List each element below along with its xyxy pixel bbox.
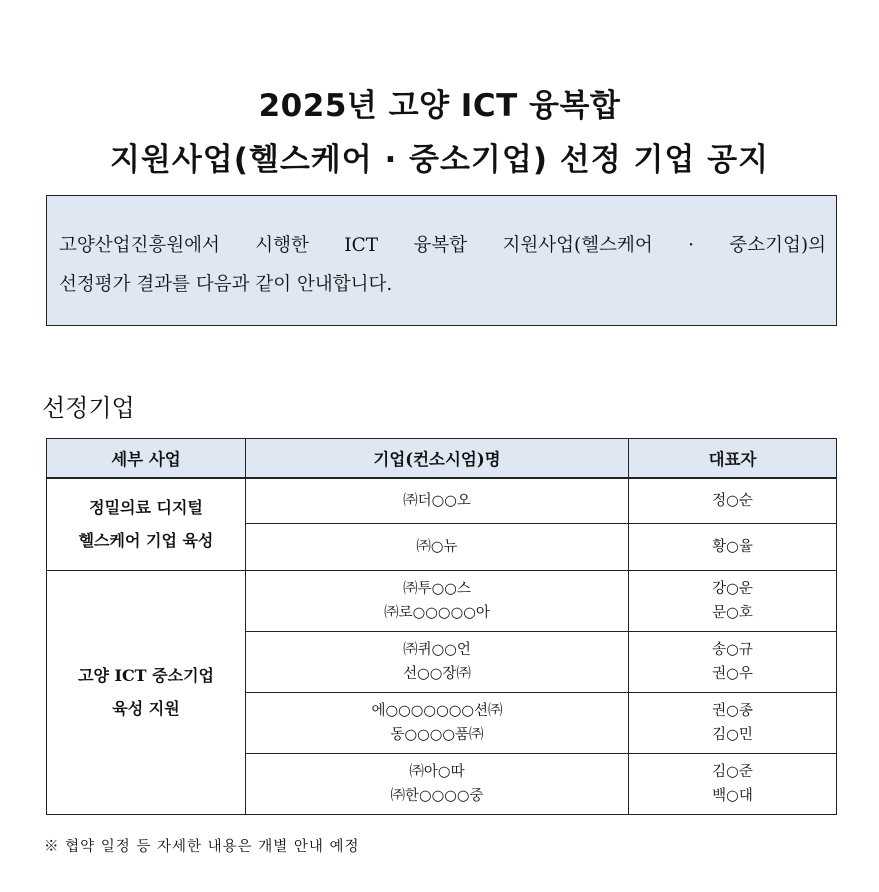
page-title-line2: 지원사업(헬스케어 · 중소기업) 선정 기업 공지 (109, 142, 770, 178)
table-row (47, 570, 837, 631)
company-name: ㈜아○따 (409, 763, 465, 780)
program-cell (47, 478, 246, 570)
header-company: 기업(컨소시엄)명 (246, 439, 629, 479)
program-cell (47, 570, 246, 814)
header-representative: 대표자 (629, 439, 837, 479)
representative-name: 황○율 (712, 538, 753, 555)
company-name: 선○○장㈜ (403, 665, 471, 682)
notice-text-line1: 고양산업진흥원에서 시행한 ICT 융복합 지원사업(헬스케어 · 중소기업)의 (59, 235, 826, 256)
representative-name: 권○종 (712, 702, 753, 719)
section-title: 선정기업 (42, 394, 135, 422)
company-name: 동○○○○품㈜ (390, 726, 484, 743)
company-name: ㈜더○○오 (403, 492, 471, 509)
company-cell (246, 570, 629, 631)
header-program: 세부 사업 (47, 439, 246, 479)
representative-cell (629, 523, 837, 570)
notice-text-line2: 선정평가 결과를 다음과 같이 안내합니다. (59, 274, 393, 295)
representative-cell (629, 753, 837, 814)
representative-name: 김○준 (712, 763, 753, 780)
program-name: 고양 ICT 중소기업 (77, 666, 214, 685)
representative-name: 정○순 (712, 492, 753, 509)
company-cell (246, 523, 629, 570)
representative-cell (629, 478, 837, 523)
company-name: ㈜○뉴 (416, 538, 458, 555)
table-row (47, 478, 837, 523)
representative-name: 송○규 (712, 641, 753, 658)
program-name: 정밀의료 디지털 (89, 498, 203, 518)
company-name: ㈜투○○스 (403, 580, 471, 597)
representative-cell (629, 570, 837, 631)
selection-table (46, 438, 837, 815)
table-header-row (47, 439, 837, 479)
company-cell (246, 692, 629, 753)
representative-name: 강○운 (712, 580, 753, 597)
representative-name: 백○대 (712, 787, 753, 804)
representative-name: 문○호 (712, 604, 753, 621)
representative-cell (629, 692, 837, 753)
company-cell (246, 631, 629, 692)
representative-name: 김○민 (712, 726, 753, 743)
program-name: 헬스케어 기업 육성 (78, 531, 214, 551)
footnote: ※ 협약 일정 등 자세한 내용은 개별 안내 예정 (44, 839, 360, 855)
page-title-line1: 2025년 고양 ICT 융복합 (258, 88, 621, 124)
company-name: ㈜한○○○○중 (390, 787, 484, 804)
company-name: ㈜로○○○○○아 (384, 604, 490, 621)
notice-box (46, 195, 837, 326)
company-cell (246, 753, 629, 814)
program-name: 육성 지원 (112, 699, 180, 718)
representative-name: 권○우 (712, 665, 753, 682)
company-cell (246, 478, 629, 523)
representative-cell (629, 631, 837, 692)
company-name: ㈜퀴○○언 (403, 641, 471, 658)
company-name: 에○○○○○○○션㈜ (371, 702, 503, 719)
